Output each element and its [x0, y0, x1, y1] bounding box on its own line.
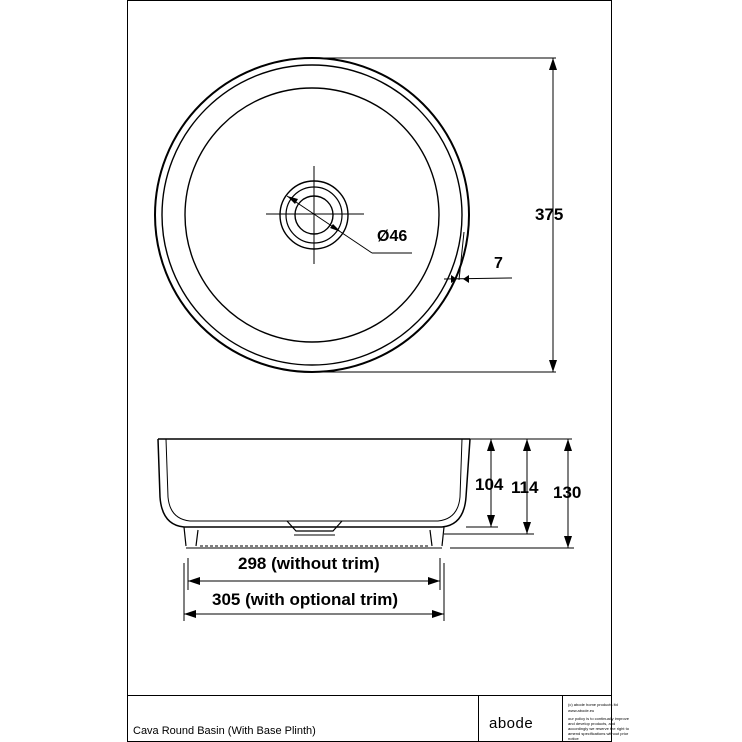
dim-375-arrow-top — [549, 58, 557, 70]
dim-104-arrow-top — [487, 439, 495, 451]
brand-logo-text: abode — [489, 715, 534, 732]
rim-arrow-2 — [463, 275, 469, 283]
plinth-right-foot — [430, 527, 444, 546]
dim-130-arrow-bottom — [564, 536, 572, 548]
dim-104-label: 104 — [475, 475, 504, 494]
plinth-left-foot — [184, 527, 198, 546]
dim-104-arrow-bottom — [487, 515, 495, 527]
dim-305-arrow-right — [432, 610, 444, 618]
outer-wall-profile — [158, 439, 470, 527]
drawing-border — [128, 1, 612, 742]
dim-305-label: 305 (with optional trim) — [212, 590, 399, 609]
dim-298-arrow-right — [428, 577, 440, 585]
dim-298-arrow-left — [188, 577, 200, 585]
dim-375-label: 375 — [535, 205, 564, 224]
dim-130-arrow-top — [564, 439, 572, 451]
dim-rim-label: 7 — [494, 255, 503, 272]
dim-305-arrow-left — [184, 610, 196, 618]
dim-298-label: 298 (without trim) — [238, 554, 380, 573]
bowl-circle — [185, 88, 439, 342]
dim-114-arrow-bottom — [523, 522, 531, 534]
dim-375-arrow-bottom — [549, 360, 557, 372]
waste-profile — [287, 521, 342, 531]
policy-note: our policy is to continually improve and develop products, and accordingly we reserve the right to amend specifications without prior notice — [568, 716, 629, 741]
dim-114-label: 114 — [511, 478, 539, 497]
dim-114-arrow-top — [523, 439, 531, 451]
top-view — [155, 58, 557, 372]
dim-waste-diameter-label: Ø46 — [377, 228, 408, 245]
copyright-note: (c) abode home products ltd — [568, 702, 618, 707]
inner-rim-circle — [162, 65, 462, 365]
inner-wall-profile — [166, 439, 462, 521]
website-note: www.abode.eu — [568, 708, 595, 713]
outer-rim-circle — [155, 58, 469, 372]
dim-130-label: 130 — [553, 483, 582, 502]
product-name: Cava Round Basin (With Base Plinth) — [133, 725, 316, 737]
